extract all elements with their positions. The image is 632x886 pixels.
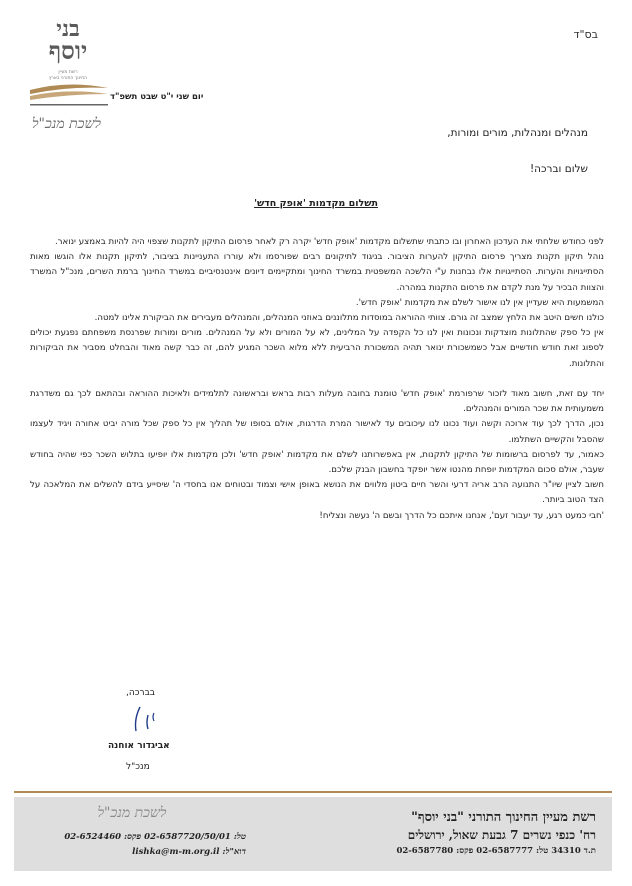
bnei-yosef-logo — [22, 18, 114, 118]
footer-office-email[interactable]: דוא"ל: lishka@m-m.org.il — [132, 847, 246, 857]
paragraph: נוהל תיקון תקנות מצריך פרסום התיקון להערות הציבור. בניגוד לתיקונים רבים שפורסמו ולא עוררו התעניינות בציבור, לתיקון תקנות אלו הוגשו מאות הסתייגויות והערות. הסתייגויות אלו נבחנות ע"י הלשכה המשפטית במשרד החינוך ומתקיימים דיונים אינטנסיביים במשרד החינוך ברמת השרים, מנכ"ל המשרד והצוות הבכיר על מנת לקדם את פרסום התקנות במהרה. — [30, 252, 604, 293]
logo-tagline-2: החינוך התורני בארץ — [48, 76, 88, 81]
paragraph: אין כל ספק שהתלונות מוצדקות ונכונות ואין לנו כל הקפדה על המלינים, לא על המורים ולא על המנהלים. מורים ומורות שפרנסת משפחתם נפגעת יכולים לספוג זאת חודש חודשיים אבל כשמשכורת ינואר תהיה המשכורת הרביעית ללא מלוא השכר המגיע להם, זה כבר קשה מאוד והבחלט מסביר את הביקורות והתלונות. — [30, 328, 604, 369]
footer-office-title: לשכת מנכ"ל — [97, 805, 167, 821]
paragraph: לפני כחודש שלחתי את העדכון האחרון ובו כתבתי שתשלום מקדמות 'אופק חדש' יקרה רק לאחר פרסום התיקון לתקנות שצפוי היה להיות באמצע ינואר. — [54, 237, 604, 247]
paragraph-gap — [30, 372, 604, 387]
footer-org-contact: ת.ד 34310 טל: 02-6587777 פקס: 02-6587780 — [396, 846, 596, 856]
paragraph: כולנו חשים היטב את הלחץ שמצב זה גורם. צוותי ההוראה במוסדות מתלוננים באוזני המנהלים, והמנהלים מעבירים את הביקורת אלינו למטה. — [94, 313, 604, 324]
paragraph: כאמור, עד לפרסום ברשומות של התיקון לתקנות, אין באפשרותנו לשלם את מקדמות 'אופק חדש' ולכן מקדמות אלו יופיעו בתלוש השכר כפי שהיה בחודש שעבר, אולם סכום המקדמות יופחת מהנטו אשר יופקד בחשבון הבנק שלכם. — [30, 449, 604, 476]
letter-date: יום שני י"ט שבט תשפ"ד — [110, 92, 204, 102]
salutation-greeting: שלום וברכה! — [529, 163, 588, 175]
paragraph: חשוב לציין שיו"ר התנועה הרב אריה דרעי והשר חיים ביטון מלווים את הנושא באופן אישי וצמוד ובטוחים אנו בחסדי ה' שיסייע בידם להשלים את המלאכה על הצד הטוב ביותר. — [30, 480, 604, 506]
office-label: לשכת מנכ"ל — [32, 116, 101, 132]
footer-office-phone: טל: 02-6587720/50/01 פקס: 02-6524460 — [64, 832, 246, 842]
logo-name-bottom: יוסף — [48, 36, 88, 65]
logo-tagline-1: רשת מעיין — [58, 70, 78, 75]
bsd-header: בס"ד — [573, 28, 598, 41]
paragraph: המשמעות היא שעדיין אין לנו אישור לשלם את מקדמות 'אופק חדש'. — [355, 297, 604, 308]
paragraph: נכון, הדרך לכך עוד ארוכה וקשה ועוד נכונו לנו עיכובים עד לאישור המרת הדרגות, אולם בסופו של תהליך אין כל ספק שכל מורה יביט אחורה ויגיד לעצמו שהסבל והקשיים השתלמו. — [30, 419, 604, 445]
logo-name-top: בני — [56, 16, 80, 42]
footer-org-address: רח' כנפי נשרים 7 גבעת שאול, ירושלים — [407, 828, 596, 842]
letter-body — [30, 235, 604, 524]
signer-title: מנכ"ל — [126, 762, 150, 772]
paragraph: יחד עם זאת, חשוב מאוד לזכור שרפורמת 'אופק חדש' טומנת בחובה מעלות רבות בראש ובראשונה לתלמידים ולאיכות ההוראה ובהתאם לכך גם משדרגת משמעותית את שכר המורים והמנהלים. — [30, 389, 604, 415]
footer-divider — [14, 791, 612, 793]
footer-org-block — [290, 810, 596, 858]
logo-swoosh-icon — [28, 82, 110, 108]
footer-office-block — [18, 805, 246, 860]
salutation-recipients: מנהלים ומנהלות, מורים ומורות, — [447, 127, 588, 139]
closing: בברכה, — [126, 688, 155, 698]
letter-subject: תשלום מקדמות 'אופק חדש' — [254, 198, 378, 209]
paragraph: 'חבי כמעט רגע, עד יעבור זעם', אנחנו איתכם כל הדרך ובשם ה' נעשה ונצליח! — [319, 510, 604, 521]
footer-org-title: רשת מעיין החינוך התורני "בני יוסף" — [411, 810, 596, 825]
signer-name: אביגדור אוחנה — [108, 741, 170, 751]
signature-icon — [126, 703, 166, 735]
logo-name — [22, 16, 114, 65]
